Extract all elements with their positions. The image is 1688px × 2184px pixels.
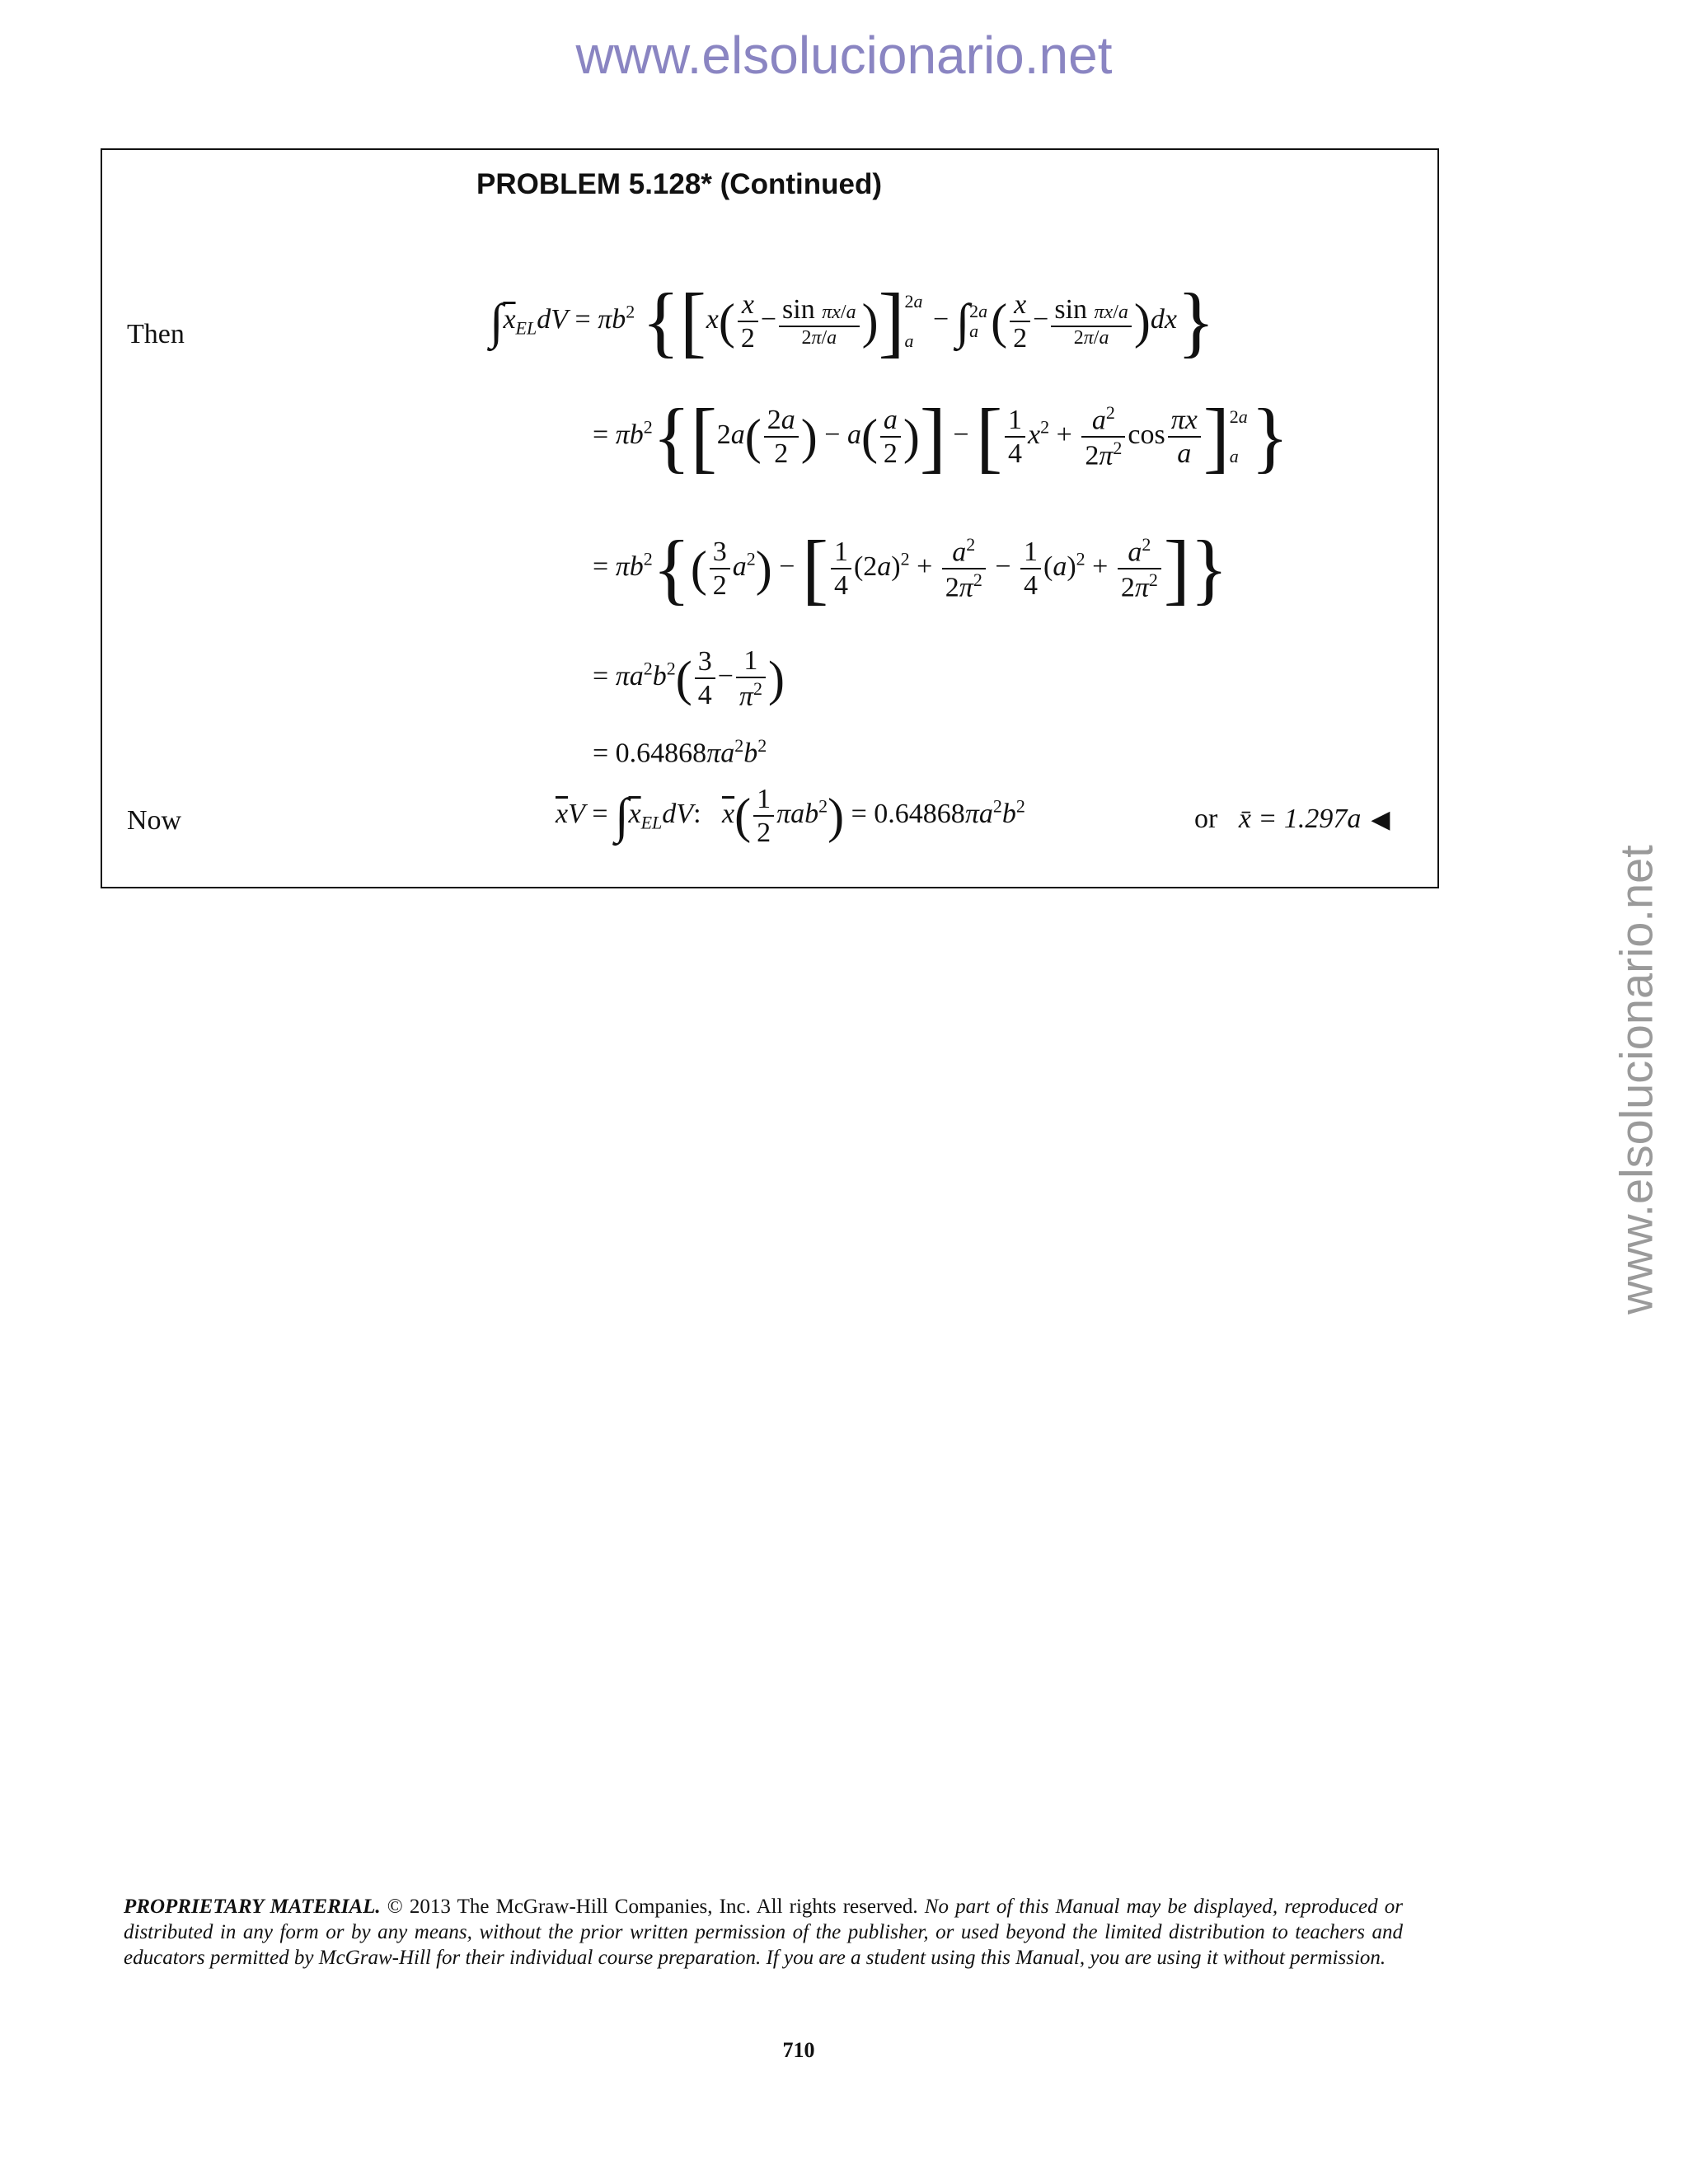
equation-line-3: = $\pi b^2${( $\frac{3}{2}$ $a^2$) − [ $\frac{1}{4}$ $(2a)^2$ + $\frac{a^2}{2\pi^2}$ − $\frac{1}{4}$ $(a)^2$ + $\frac{a^2}{2\pi^2}$ ]} (593, 524, 1228, 612)
or-label: or (1194, 804, 1218, 834)
footer-bold: PROPRIETARY MATERIAL. (124, 1896, 381, 1918)
solution-box (101, 148, 1439, 888)
equation-line-6: $\overline{x}V = \int\overline{x}_{EL}dV$: $\overline{x}$( $\frac{1}{2}$ $\pi ab^2) = 0.64868\pi a^2b^2$ (556, 784, 1025, 849)
equation-line-2: = $\pi b^2\{[2a$( $\frac{2a}{2}$ ) − a( $\frac{a}{2}$ )] − [ $\frac{1}{4}$ $x^2$ + $\frac{a^2}{2\pi^2}$ cos $\frac{\pi x}{a}$ ] 2a a } (593, 392, 1289, 480)
label-now: Now (127, 805, 182, 836)
watermark-side: www.elsolucionario.net (1610, 845, 1662, 1315)
answer: x̄ = 1.297a (1238, 804, 1362, 834)
equation-line-5: = $0.64868\pi a^2b^2$ (593, 735, 767, 769)
equation-line-1: $\int\overline{x}_{EL}dV = \pi b^2$ {[x( $\frac{x}{2}$ − $\frac{\text{sin πx/a}}{2\pi/a}$ )] 2a a − ∫ 2a a ( $\frac{x}{2}$ − $\frac{\text{sin πx/a}}{2\pi/a}$ )dx} (490, 277, 1216, 365)
footer-italic: No part of this Manual may be displayed, reproduced or distributed in any form or by any means, without the prior written permission of the publisher, or used beyond the limited distribution to teachers and educators permitted by McGraw-Hill for their individual course preparation. If you are a student using this Manual, you are using it without permission. (124, 1896, 1404, 1969)
footer-normal: © 2013 The McGraw-Hill Companies, Inc. All rights reserved. (380, 1896, 925, 1918)
final-result (1194, 804, 1390, 835)
answer-marker-icon: ◀ (1371, 805, 1390, 834)
equation-line-4: = $\pi a^2b^2$( $\frac{3}{4}$ − $\frac{1}{\pi^2}$ ) (593, 645, 785, 712)
label-then: Then (127, 319, 185, 349)
problem-title: PROBLEM 5.128* (Continued) (476, 168, 882, 200)
watermark-top: www.elsolucionario.net (575, 26, 1113, 85)
page-number: 710 (782, 2038, 815, 2062)
copyright-notice (124, 1894, 1403, 1971)
